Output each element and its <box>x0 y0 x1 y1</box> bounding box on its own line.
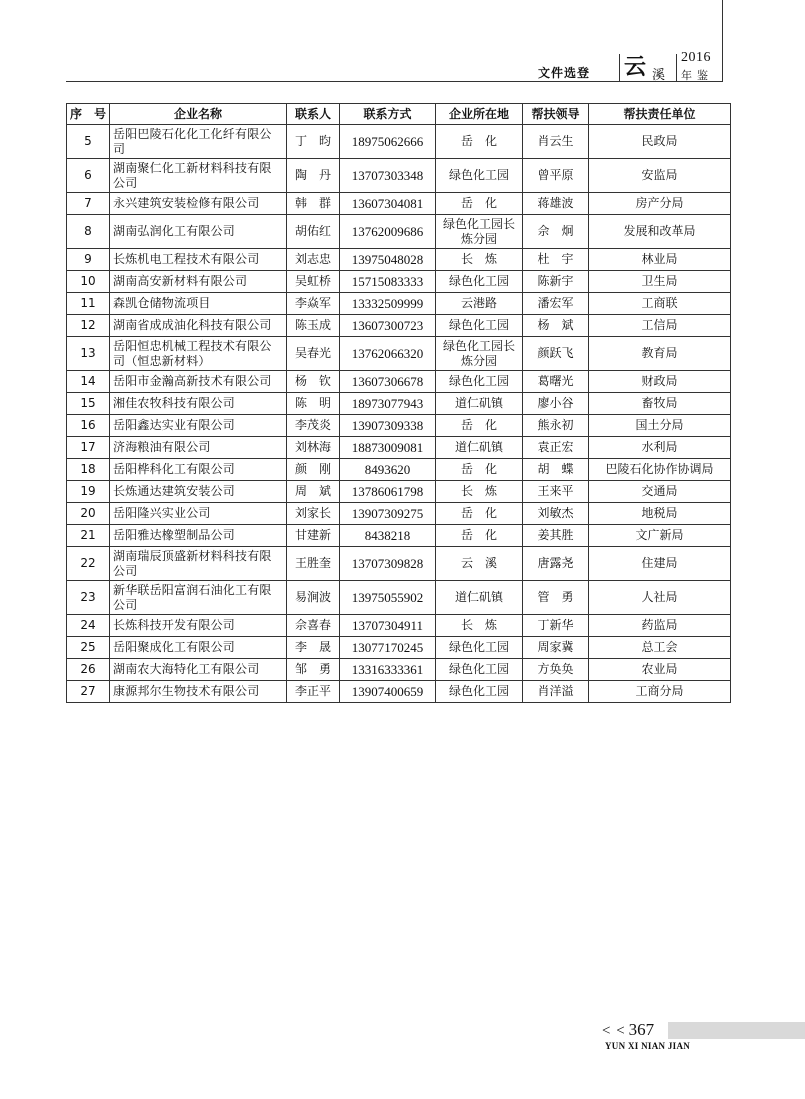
cell-company: 康源邦尔生物技术有限公司 <box>110 681 287 703</box>
cell-phone: 13786061798 <box>340 481 436 503</box>
cell-unit: 工信局 <box>589 315 731 337</box>
cell-leader: 蒋雄波 <box>523 193 589 215</box>
cell-company: 湖南农大海特化工有限公司 <box>110 659 287 681</box>
cell-contact: 胡佑红 <box>287 215 340 249</box>
column-header: 联系方式 <box>340 104 436 125</box>
cell-leader: 潘宏军 <box>523 293 589 315</box>
cell-company: 湖南聚仁化工新材料科技有限公司 <box>110 159 287 193</box>
cell-phone: 13762066320 <box>340 337 436 371</box>
cell-no: 27 <box>67 681 110 703</box>
cell-contact: 刘林海 <box>287 437 340 459</box>
cell-no: 8 <box>67 215 110 249</box>
table-row <box>67 459 731 481</box>
cell-leader: 胡 蝶 <box>523 459 589 481</box>
cell-location: 岳 化 <box>436 459 523 481</box>
cell-unit: 工商分局 <box>589 681 731 703</box>
cell-phone: 18973077943 <box>340 393 436 415</box>
cell-leader: 熊永初 <box>523 415 589 437</box>
cell-phone: 8493620 <box>340 459 436 481</box>
cell-no: 25 <box>67 637 110 659</box>
cell-no: 13 <box>67 337 110 371</box>
cell-location: 云 溪 <box>436 547 523 581</box>
cell-no: 26 <box>67 659 110 681</box>
cell-company: 岳阳桦科化工有限公司 <box>110 459 287 481</box>
table-row <box>67 415 731 437</box>
cell-unit: 林业局 <box>589 249 731 271</box>
cell-company: 湖南省成成油化科技有限公司 <box>110 315 287 337</box>
table-header-row <box>67 104 731 125</box>
table-row <box>67 271 731 293</box>
table-row <box>67 337 731 371</box>
cell-unit: 畜牧局 <box>589 393 731 415</box>
cell-no: 14 <box>67 371 110 393</box>
table-row <box>67 293 731 315</box>
cell-unit: 民政局 <box>589 125 731 159</box>
cell-phone: 13607304081 <box>340 193 436 215</box>
yearbook-label: 年鉴 <box>681 69 713 82</box>
cell-unit: 财政局 <box>589 371 731 393</box>
cell-location: 绿色化工园 <box>436 659 523 681</box>
cell-unit: 教育局 <box>589 337 731 371</box>
cell-contact: 韩 群 <box>287 193 340 215</box>
cell-phone: 13707309828 <box>340 547 436 581</box>
footer-bar <box>668 1022 805 1039</box>
cell-company: 岳阳巴陵石化化工化纤有限公司 <box>110 125 287 159</box>
enterprise-assistance-table <box>66 103 731 703</box>
table-row <box>67 547 731 581</box>
cell-unit: 卫生局 <box>589 271 731 293</box>
cell-no: 16 <box>67 415 110 437</box>
cell-company: 济海粮油有限公司 <box>110 437 287 459</box>
table-row <box>67 659 731 681</box>
cell-unit: 人社局 <box>589 581 731 615</box>
header-rule <box>66 81 723 82</box>
cell-phone: 13077170245 <box>340 637 436 659</box>
table-row <box>67 615 731 637</box>
cell-leader: 肖洋溢 <box>523 681 589 703</box>
cell-no: 6 <box>67 159 110 193</box>
table-row <box>67 249 731 271</box>
table-row <box>67 503 731 525</box>
cell-contact: 佘喜春 <box>287 615 340 637</box>
cell-contact: 李 晟 <box>287 637 340 659</box>
cell-phone: 13907309275 <box>340 503 436 525</box>
cell-contact: 王胜奎 <box>287 547 340 581</box>
cell-leader: 曾平原 <box>523 159 589 193</box>
cell-contact: 丁 昀 <box>287 125 340 159</box>
cell-no: 23 <box>67 581 110 615</box>
cell-company: 湖南瑞辰顶盛新材料科技有限公司 <box>110 547 287 581</box>
cell-company: 长炼机电工程技术有限公司 <box>110 249 287 271</box>
brand-main: 云 <box>624 54 647 80</box>
table-row <box>67 215 731 249</box>
column-header: 序 号 <box>67 104 110 125</box>
cell-phone: 13707303348 <box>340 159 436 193</box>
cell-no: 11 <box>67 293 110 315</box>
cell-location: 绿色化工园 <box>436 315 523 337</box>
cell-contact: 陈玉成 <box>287 315 340 337</box>
header-vertical-rule <box>722 0 723 82</box>
cell-location: 云港路 <box>436 293 523 315</box>
page-number: 367 <box>628 1020 655 1039</box>
cell-phone: 13332509999 <box>340 293 436 315</box>
cell-no: 22 <box>67 547 110 581</box>
cell-phone: 15715083333 <box>340 271 436 293</box>
cell-phone: 13607300723 <box>340 315 436 337</box>
cell-location: 道仁矶镇 <box>436 437 523 459</box>
table-row <box>67 681 731 703</box>
cell-leader: 肖云生 <box>523 125 589 159</box>
column-header: 帮扶责任单位 <box>589 104 731 125</box>
cell-no: 7 <box>67 193 110 215</box>
cell-leader: 周家冀 <box>523 637 589 659</box>
cell-contact: 易涧波 <box>287 581 340 615</box>
cell-location: 道仁矶镇 <box>436 393 523 415</box>
cell-contact: 李焱军 <box>287 293 340 315</box>
table-row <box>67 159 731 193</box>
cell-location: 绿色化工园长炼分园 <box>436 215 523 249</box>
cell-leader: 杜 宇 <box>523 249 589 271</box>
cell-company: 湖南弘润化工有限公司 <box>110 215 287 249</box>
cell-unit: 农业局 <box>589 659 731 681</box>
cell-location: 岳 化 <box>436 125 523 159</box>
cell-leader: 葛曙光 <box>523 371 589 393</box>
cell-contact: 李正平 <box>287 681 340 703</box>
cell-leader: 管 勇 <box>523 581 589 615</box>
cell-company: 森凯仓储物流项目 <box>110 293 287 315</box>
table-row <box>67 581 731 615</box>
cell-no: 18 <box>67 459 110 481</box>
cell-unit: 水利局 <box>589 437 731 459</box>
cell-no: 21 <box>67 525 110 547</box>
cell-contact: 陶 丹 <box>287 159 340 193</box>
cell-contact: 刘志忠 <box>287 249 340 271</box>
cell-company: 岳阳恒忠机械工程技术有限公司（恒忠新材料） <box>110 337 287 371</box>
cell-leader: 袁正宏 <box>523 437 589 459</box>
cell-phone: 13607306678 <box>340 371 436 393</box>
section-title: 文件选登 <box>538 66 591 80</box>
cell-contact: 周 斌 <box>287 481 340 503</box>
cell-leader: 唐露尧 <box>523 547 589 581</box>
cell-contact: 吴春光 <box>287 337 340 371</box>
cell-leader: 姜其胜 <box>523 525 589 547</box>
cell-location: 岳 化 <box>436 193 523 215</box>
cell-no: 24 <box>67 615 110 637</box>
cell-unit: 地税局 <box>589 503 731 525</box>
cell-phone: 13762009686 <box>340 215 436 249</box>
cell-no: 19 <box>67 481 110 503</box>
cell-leader: 方奂奂 <box>523 659 589 681</box>
cell-location: 绿色化工园 <box>436 637 523 659</box>
cell-leader: 颜跃飞 <box>523 337 589 371</box>
year-label: 2016 <box>681 50 711 65</box>
cell-leader: 王来平 <box>523 481 589 503</box>
cell-unit: 总工会 <box>589 637 731 659</box>
cell-location: 长 炼 <box>436 249 523 271</box>
cell-phone: 8438218 <box>340 525 436 547</box>
table-row <box>67 125 731 159</box>
cell-contact: 刘家长 <box>287 503 340 525</box>
cell-leader: 廖小谷 <box>523 393 589 415</box>
table-row <box>67 393 731 415</box>
table-body <box>67 125 731 703</box>
cell-contact: 李茂炎 <box>287 415 340 437</box>
brand-sub: 溪 <box>652 68 666 83</box>
cell-contact: 邹 勇 <box>287 659 340 681</box>
cell-location: 绿色化工园 <box>436 271 523 293</box>
cell-unit: 药监局 <box>589 615 731 637</box>
cell-location: 绿色化工园 <box>436 371 523 393</box>
cell-contact: 杨 钦 <box>287 371 340 393</box>
cell-unit: 文广新局 <box>589 525 731 547</box>
cell-company: 湖南高安新材料有限公司 <box>110 271 287 293</box>
cell-phone: 18873009081 <box>340 437 436 459</box>
cell-no: 5 <box>67 125 110 159</box>
cell-company: 岳阳隆兴实业公司 <box>110 503 287 525</box>
cell-contact: 吴虹桥 <box>287 271 340 293</box>
cell-location: 绿色化工园 <box>436 159 523 193</box>
cell-phone: 13316333361 <box>340 659 436 681</box>
cell-location: 绿色化工园 <box>436 681 523 703</box>
cell-company: 岳阳市金瀚高新技术有限公司 <box>110 371 287 393</box>
table-row <box>67 525 731 547</box>
cell-contact: 甘建新 <box>287 525 340 547</box>
cell-no: 9 <box>67 249 110 271</box>
cell-unit: 国土分局 <box>589 415 731 437</box>
cell-location: 道仁矶镇 <box>436 581 523 615</box>
cell-location: 岳 化 <box>436 503 523 525</box>
cell-unit: 安监局 <box>589 159 731 193</box>
table-row <box>67 371 731 393</box>
cell-location: 岳 化 <box>436 525 523 547</box>
table-row <box>67 315 731 337</box>
cell-company: 长炼科技开发有限公司 <box>110 615 287 637</box>
cell-unit: 工商联 <box>589 293 731 315</box>
cell-leader: 杨 斌 <box>523 315 589 337</box>
cell-no: 12 <box>67 315 110 337</box>
cell-company: 岳阳鑫达实业有限公司 <box>110 415 287 437</box>
cell-company: 长炼通达建筑安装公司 <box>110 481 287 503</box>
column-header: 企业所在地 <box>436 104 523 125</box>
cell-unit: 发展和改革局 <box>589 215 731 249</box>
cell-phone: 18975062666 <box>340 125 436 159</box>
cell-unit: 巴陵石化协作协调局 <box>589 459 731 481</box>
cell-no: 15 <box>67 393 110 415</box>
table-row <box>67 637 731 659</box>
footer-subtitle: YUN XI NIAN JIAN <box>605 1041 691 1051</box>
cell-unit: 房产分局 <box>589 193 731 215</box>
cell-location: 绿色化工园长炼分园 <box>436 337 523 371</box>
cell-location: 岳 化 <box>436 415 523 437</box>
cell-company: 岳阳雅达橡塑制品公司 <box>110 525 287 547</box>
cell-phone: 13975048028 <box>340 249 436 271</box>
cell-location: 长 炼 <box>436 481 523 503</box>
cell-phone: 13975055902 <box>340 581 436 615</box>
table-row <box>67 437 731 459</box>
cell-leader: 陈新宇 <box>523 271 589 293</box>
cell-contact: 颜 刚 <box>287 459 340 481</box>
cell-company: 湘佳农牧科技有限公司 <box>110 393 287 415</box>
table-row <box>67 481 731 503</box>
cell-location: 长 炼 <box>436 615 523 637</box>
cell-leader: 丁新华 <box>523 615 589 637</box>
cell-company: 岳阳聚成化工有限公司 <box>110 637 287 659</box>
cell-phone: 13907309338 <box>340 415 436 437</box>
cell-phone: 13707304911 <box>340 615 436 637</box>
cell-phone: 13907400659 <box>340 681 436 703</box>
cell-contact: 陈 明 <box>287 393 340 415</box>
column-header: 帮扶领导 <box>523 104 589 125</box>
cell-company: 新华联岳阳富润石油化工有限公司 <box>110 581 287 615</box>
cell-no: 20 <box>67 503 110 525</box>
cell-leader: 佘 炯 <box>523 215 589 249</box>
cell-leader: 刘敏杰 <box>523 503 589 525</box>
table-row <box>67 193 731 215</box>
column-header: 联系人 <box>287 104 340 125</box>
page-arrows: < < <box>602 1023 626 1039</box>
cell-no: 10 <box>67 271 110 293</box>
cell-unit: 住建局 <box>589 547 731 581</box>
cell-no: 17 <box>67 437 110 459</box>
column-header: 企业名称 <box>110 104 287 125</box>
cell-unit: 交通局 <box>589 481 731 503</box>
page-number-block <box>602 1020 654 1041</box>
cell-company: 永兴建筑安装检修有限公司 <box>110 193 287 215</box>
